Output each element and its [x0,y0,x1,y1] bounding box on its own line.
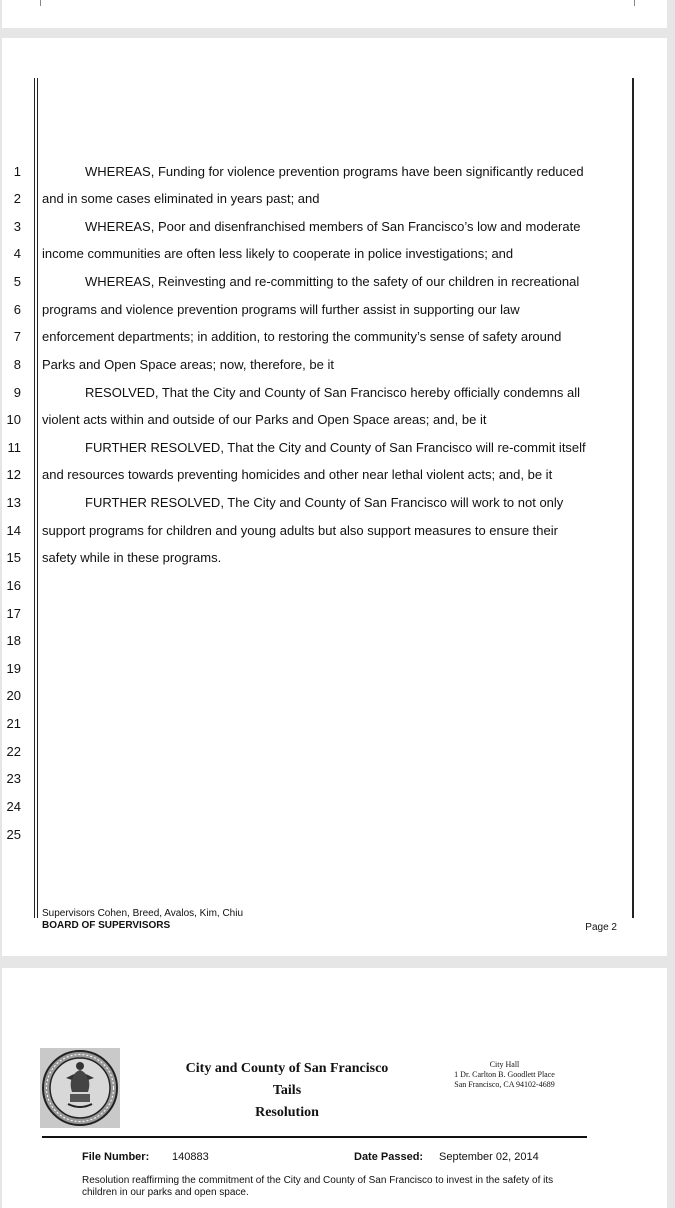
body-line-resolved: RESOLVED, That the City and County of San Francisco hereby officially condemns all [85,385,580,400]
line-number: 17 [6,606,21,621]
line-number: 13 [6,495,21,510]
line-number: 23 [6,771,21,786]
footer-sponsors: Supervisors Cohen, Breed, Avalos, Kim, Chiu [42,908,244,919]
body-line-further-resolved: FURTHER RESOLVED, That the City and County of San Francisco will re-commit itself [85,440,586,455]
address-line: City Hall [489,1060,520,1069]
footer-board-name: BOARD OF SUPERVISORS [42,920,171,931]
right-margin-rule [632,78,634,918]
line-number: 7 [13,329,21,344]
line-number: 2 [13,191,21,206]
left-margin-rule [37,78,38,918]
document-page-2 [2,38,667,956]
line-number: 1 [13,164,21,179]
previous-page-fragment [2,0,667,28]
line-number: 6 [13,302,21,317]
line-number: 22 [6,744,21,759]
line-number: 3 [13,219,21,234]
line-number: 4 [13,246,21,261]
line-number: 10 [6,412,21,427]
line-number: 9 [13,385,21,400]
body-line-whereas-reinvesting: WHEREAS, Reinvesting and re-committing to the safety of our children in recreational [85,274,580,289]
left-margin-rule [34,78,35,918]
line-number: 12 [6,467,21,482]
body-line-whereas-funding: WHEREAS, Funding for violence prevention programs have been significantly reduced [85,164,584,179]
body-line: support programs for children and young adults but also support measures to ensure their [42,523,558,538]
body-line: income communities are often less likely to cooperate in police investigations; and [42,246,514,261]
line-number: 25 [6,827,21,842]
body-line: safety while in these programs. [42,550,222,565]
address-line: 1 Dr. Carlton B. Goodlett Place [454,1070,555,1079]
line-number: 20 [6,688,21,703]
body-line: and in some cases eliminated in years past; and [42,191,320,206]
line-number: 18 [6,633,21,648]
line-number: 5 [13,274,21,289]
line-number: 15 [6,550,21,565]
line-number: 11 [7,440,21,455]
line-number: 8 [13,357,21,372]
city-hall-address [432,1060,577,1090]
line-number: 24 [6,799,21,814]
line-number: 16 [6,578,21,593]
footer-page-number: Page 2 [585,922,617,933]
address-line: San Francisco, CA 94102-4689 [454,1080,555,1089]
doc-label: Tails [272,1083,302,1098]
body-line: violent acts within and outside of our Parks and Open Space areas; and, be it [42,412,487,427]
margin-tick [634,0,635,6]
line-number: 21 [6,716,21,731]
body-line: and resources towards preventing homicides and other near lethal violent acts; and, be it [42,467,553,482]
line-number: 19 [6,661,21,676]
city-seal-icon [40,1048,120,1128]
file-number-label: File Number: [82,1151,150,1163]
body-line: Parks and Open Space areas; now, therefore, be it [42,357,334,372]
document-page-3 [2,968,667,1208]
body-line-further-resolved: FURTHER RESOLVED, The City and County of San Francisco will work to not only [85,495,564,510]
header-divider [42,1136,587,1138]
resolution-summary: Resolution reaffirming the commitment of the City and County of San Francisco to invest in the safety of its children in our parks and open space. [82,1175,554,1198]
org-name: City and County of San Francisco [185,1061,389,1076]
body-line: enforcement departments; in addition, to restoring the community’s sense of safety around [42,329,562,344]
body-line: programs and violence prevention programs will further assist in supporting our law [42,302,520,317]
date-passed-label: Date Passed: [354,1151,424,1163]
file-number-value: 140883 [172,1151,209,1163]
margin-tick [40,0,41,6]
line-number: 14 [6,523,21,538]
body-line-whereas-poor: WHEREAS, Poor and disenfranchised members of San Francisco’s low and moderate [85,219,581,234]
date-passed-value: September 02, 2014 [439,1151,539,1163]
doc-type: Resolution [255,1105,319,1120]
letterhead [162,1058,412,1124]
